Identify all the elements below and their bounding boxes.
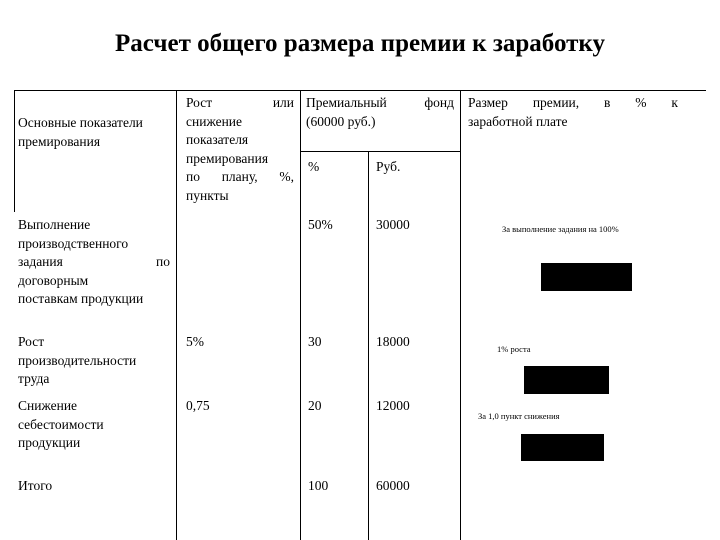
row-2-indicator: Рост производительности труда — [18, 334, 137, 386]
table-left-border — [14, 90, 15, 212]
header-bonus-line-1: Размер премии, в % к — [468, 95, 678, 110]
table-top-border — [14, 90, 706, 91]
column-divider-3 — [368, 151, 369, 540]
header-fund: Премиальный фонд (60000 руб.) — [306, 95, 454, 129]
header-fund-rub: Руб. — [376, 159, 401, 174]
row-1-redacted-box — [541, 263, 632, 291]
row-3-change: 0,75 — [186, 398, 210, 413]
row-3-redacted-box — [521, 434, 604, 461]
row-2-rub: 18000 — [376, 334, 410, 349]
header-fund-line-1: Премиальный фонд — [306, 95, 454, 110]
row-3-note: За 1,0 пункт снижения — [478, 411, 560, 421]
header-fund-pct: % — [308, 159, 320, 174]
table-subheader-line — [300, 151, 460, 152]
column-divider-4 — [460, 90, 461, 540]
row-3-indicator: Снижение себестоимости продукции — [18, 398, 104, 450]
header-indicators-line-2: премирования — [18, 133, 101, 149]
row-3-rub: 12000 — [376, 398, 410, 413]
header-indicators-line-1: Основные показатели — [18, 115, 143, 130]
row-2-note: 1% роста — [497, 344, 531, 354]
column-divider-2 — [300, 90, 301, 540]
row-4-indicator: Итого — [18, 478, 53, 493]
row-1-pct: 50% — [308, 217, 333, 232]
header-change: Рост или снижение показателя премирования по плану, %, пункты — [186, 95, 294, 203]
row-1-rub: 30000 — [376, 217, 410, 232]
row-2-pct: 30 — [308, 334, 322, 349]
header-indicators — [18, 114, 172, 151]
header-bonus-size: Размер премии, в % к заработной плате — [468, 95, 678, 129]
header-change-line-5: по плану, %, — [186, 169, 294, 184]
column-divider-1 — [176, 90, 177, 540]
header-change-line-1: Рост или — [186, 95, 294, 110]
row-4-pct: 100 — [308, 478, 329, 493]
row-2-change: 5% — [186, 334, 204, 349]
row-1-indicator: Выполнение производственного задания по договорным поставкам продукции — [18, 217, 170, 306]
row-2-redacted-box — [524, 366, 609, 394]
page-title: Расчет общего размера премии к заработку — [115, 30, 605, 57]
row-3-pct: 20 — [308, 398, 322, 413]
row-1-note: За выполнение задания на 100% — [502, 224, 619, 234]
row-4-rub: 60000 — [376, 478, 410, 493]
